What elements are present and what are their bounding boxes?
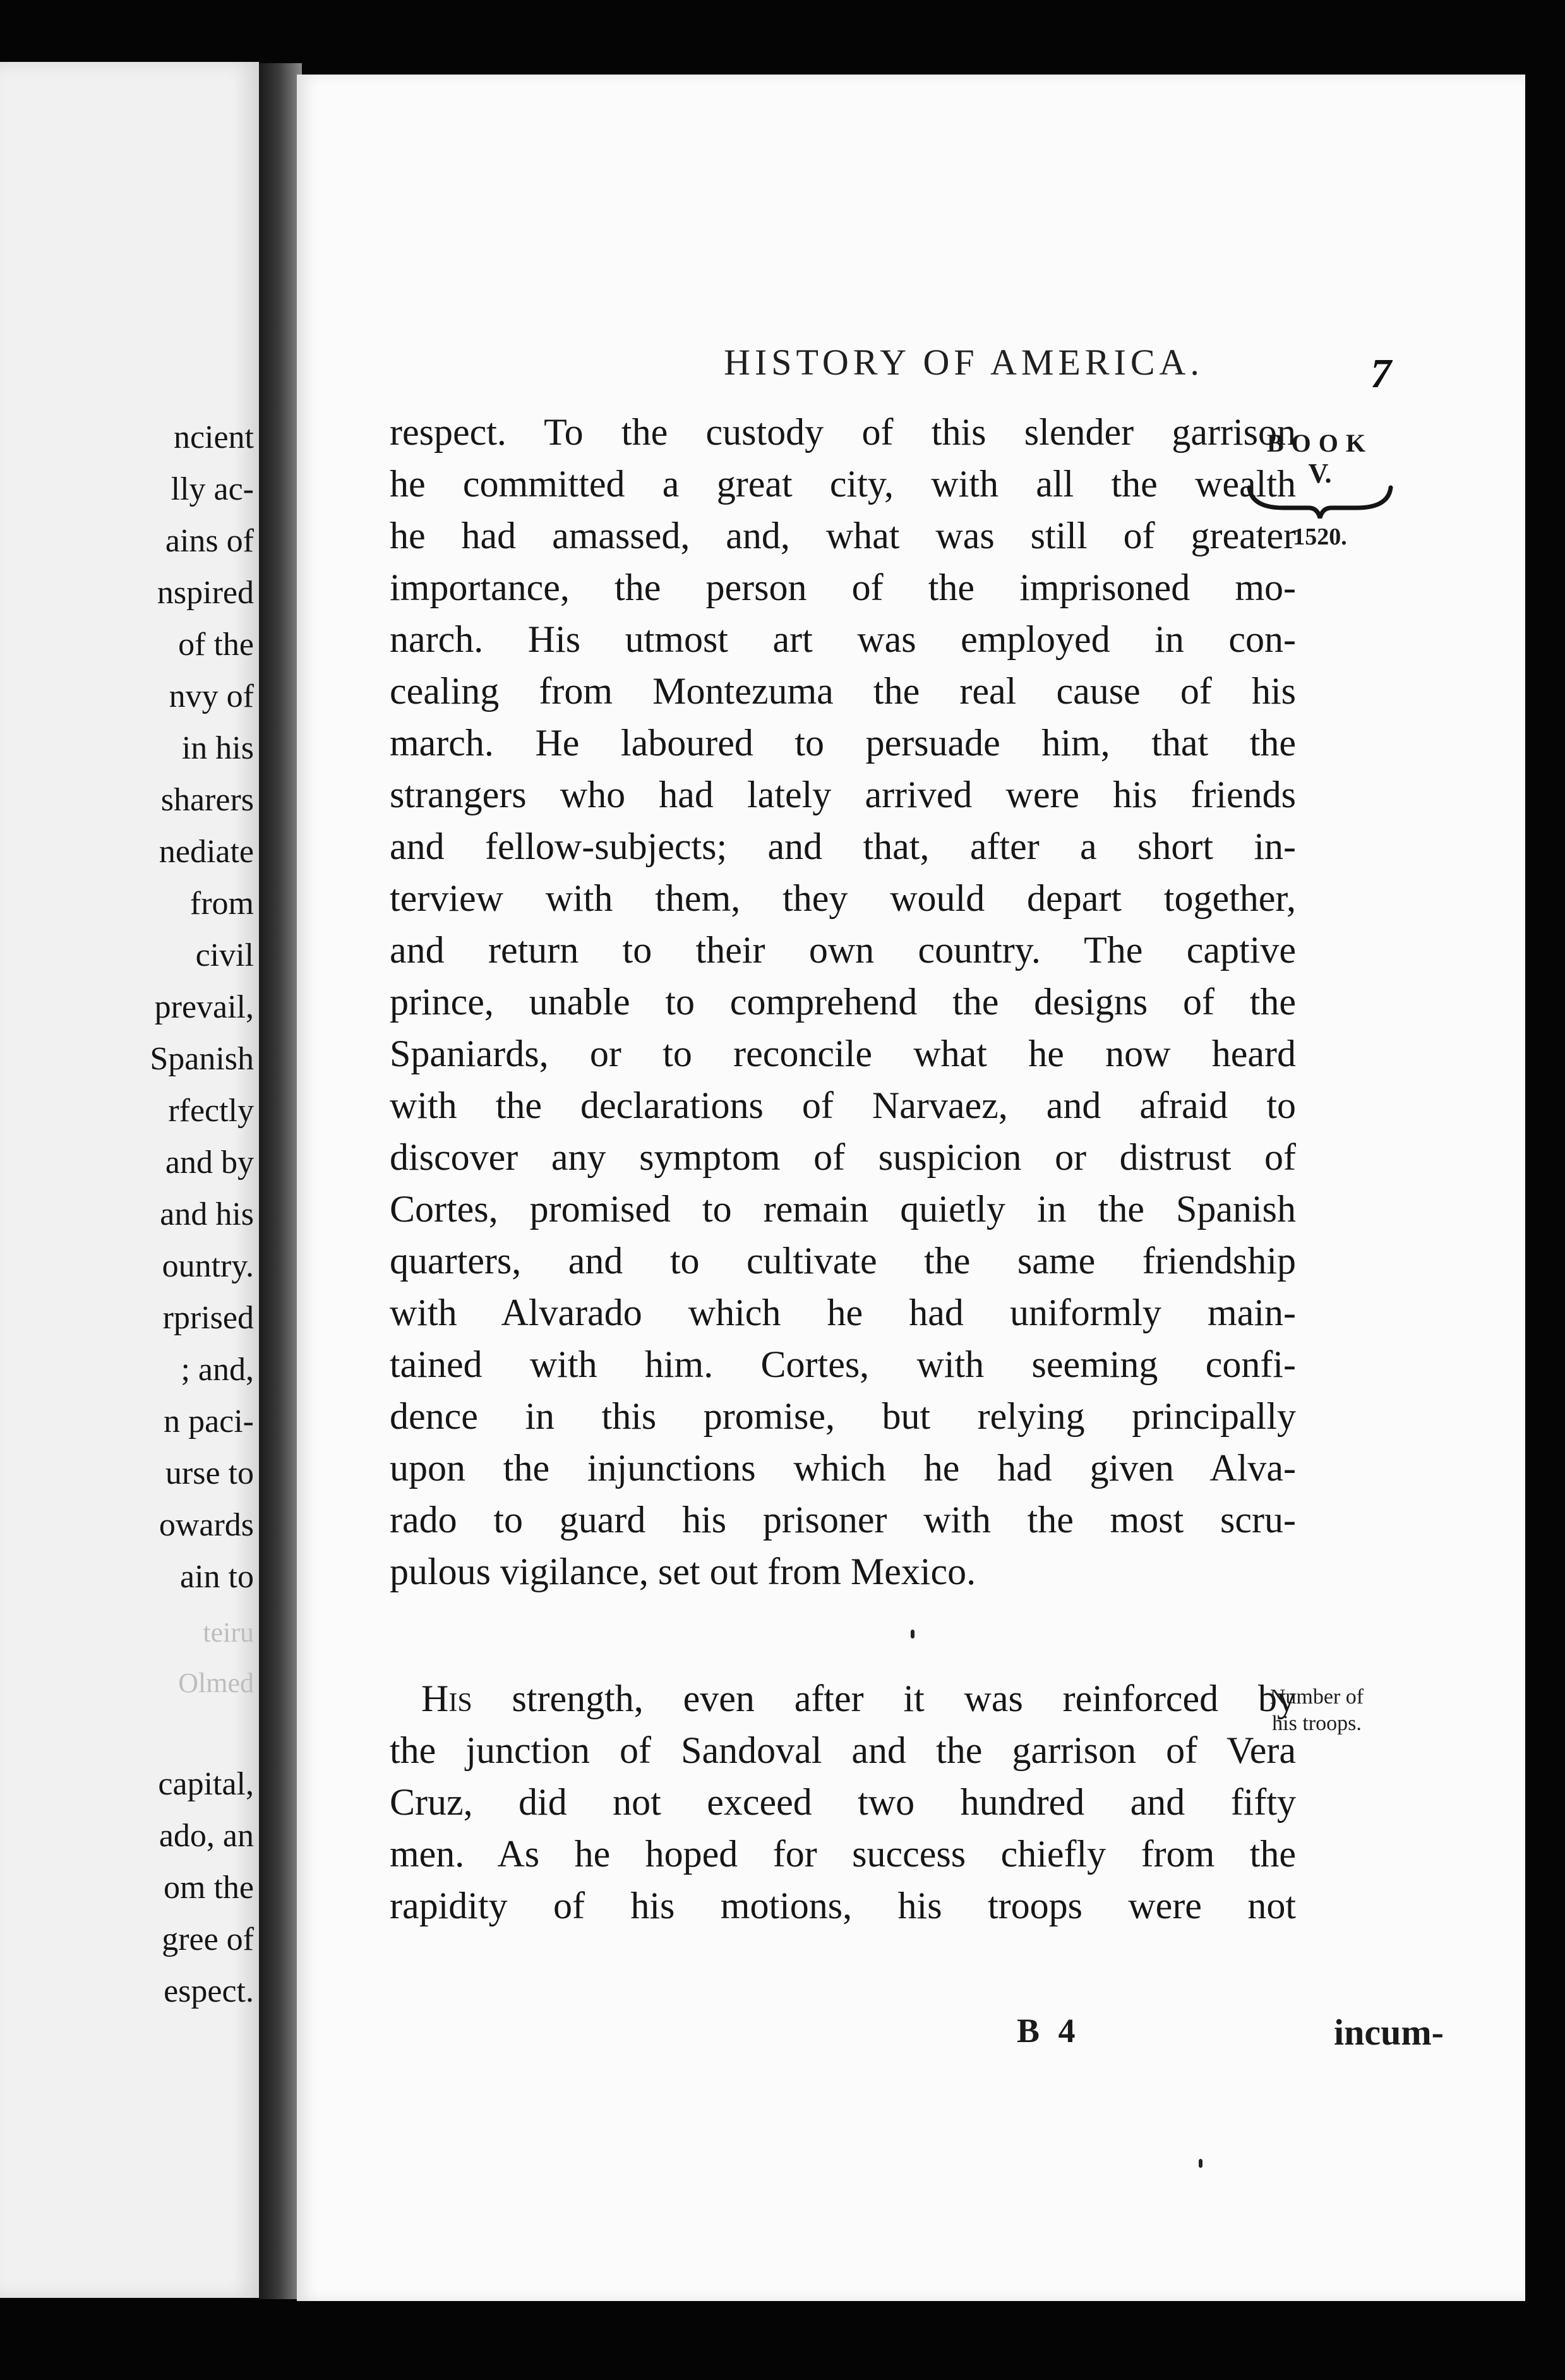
text-line: importance, the person of the imprisoned mo- (390, 567, 1296, 608)
catchword: incum- (1334, 2012, 1444, 2053)
text-line: quarters, and to cultivate the same friendship (390, 1240, 1296, 1282)
text-line: he committed a great city, with all the wealth (390, 463, 1296, 505)
left-fragment: sharers (160, 782, 254, 818)
left-fragment-faint: teiru (203, 1617, 254, 1648)
margin-year: 1520. (1293, 524, 1347, 550)
left-fragment: nediate (159, 834, 254, 870)
running-head: HISTORY OF AMERICA. (724, 342, 1204, 383)
paragraph-initial-word: His (421, 1678, 472, 1719)
text-line: upon the injunctions which he had given Alva- (390, 1447, 1296, 1489)
margin-note-line: Number of (1269, 1685, 1364, 1709)
text-line: men. As he hoped for success chiefly from the (390, 1833, 1296, 1875)
left-fragment: ain to (180, 1559, 254, 1595)
left-fragment: rfectly (168, 1093, 254, 1129)
left-fragment: ains of (165, 523, 254, 559)
text-line: rapidity of his motions, his troops were not (390, 1885, 1296, 1926)
page-number: 7 (1370, 351, 1391, 397)
print-speck (911, 1630, 914, 1638)
left-fragment: Spanish (150, 1041, 254, 1077)
left-facing-page (0, 62, 259, 2298)
left-fragment: ountry. (162, 1248, 254, 1284)
text-line: march. He laboured to persuade him, that the (390, 722, 1296, 764)
text-line: Cortes, promised to remain quietly in the Spanish (390, 1188, 1296, 1230)
left-fragment: n paci- (164, 1403, 254, 1439)
left-fragment-faint: Olmed (178, 1668, 254, 1698)
text-line: the junction of Sandoval and the garrison of Vera (390, 1729, 1296, 1771)
left-fragment: from (189, 886, 254, 922)
left-fragment: nvy of (169, 678, 254, 714)
left-fragment: espect. (164, 1973, 254, 2009)
left-fragment: and his (160, 1196, 254, 1232)
text-line: pulous vigilance, set out from Mexico. (390, 1551, 976, 1592)
left-fragment: capital, (158, 1766, 254, 1802)
left-fragment: ncient (173, 419, 254, 455)
text-line: with Alvarado which he had uniformly main- (390, 1292, 1296, 1333)
text-line: dence in this promise, but relying principally (390, 1395, 1296, 1437)
book-gutter (259, 63, 302, 2299)
print-speck (1199, 2159, 1202, 2168)
text-line: discover any symptom of suspicion or distrust of (390, 1136, 1296, 1178)
left-fragment: gree of (162, 1921, 254, 1957)
text-line: prince, unable to comprehend the designs of the (390, 981, 1296, 1023)
left-fragment: nspired (157, 575, 254, 611)
text-line: Cruz, did not exceed two hundred and fifty (390, 1781, 1296, 1823)
left-fragment: ado, an (159, 1818, 254, 1854)
text-line: terview with them, they would depart together, (390, 877, 1296, 919)
left-fragment: of the (178, 627, 254, 663)
text-line: with the declarations of Narvaez, and afraid to (390, 1085, 1296, 1126)
left-fragment: lly ac- (171, 471, 254, 507)
paragraph-opening-line (421, 1673, 1296, 1724)
left-fragment: in his (181, 730, 254, 766)
left-fragment: urse to (165, 1455, 254, 1491)
left-fragment: prevail, (154, 989, 254, 1025)
margin-volume-label: V. (1308, 458, 1332, 489)
text-line: tained with him. Cortes, with seeming confi- (390, 1343, 1296, 1385)
signature-mark: B 4 (1017, 2012, 1081, 2050)
text-line: respect. To the custody of this slender garrison (390, 411, 1296, 453)
left-fragment: and by (165, 1145, 254, 1181)
text-line: and return to their own country. The captive (390, 929, 1296, 971)
text-line: rado to guard his prisoner with the most scru- (390, 1499, 1296, 1541)
margin-book-label: BOOK (1266, 429, 1374, 457)
text-line: Spaniards, or to reconcile what he now heard (390, 1033, 1296, 1074)
left-fragment: rprised (162, 1300, 254, 1336)
text-line: cealing from Montezuma the real cause of his (390, 670, 1296, 712)
paragraph-opening-rest: strength, even after it was reinforced by (472, 1678, 1296, 1719)
right-page (297, 75, 1525, 2301)
text-line: strangers who had lately arrived were his friends (390, 774, 1296, 815)
left-fragment: owards (159, 1507, 254, 1543)
left-fragment: civil (195, 937, 254, 973)
text-line: narch. His utmost art was employed in con- (390, 618, 1296, 660)
left-fragment: om the (164, 1870, 254, 1906)
text-line: he had amassed, and, what was still of greater (390, 515, 1296, 556)
text-line: and fellow-subjects; and that, after a short in- (390, 826, 1296, 867)
margin-note-line: his troops. (1272, 1712, 1362, 1735)
left-fragment: ; and, (181, 1352, 254, 1388)
